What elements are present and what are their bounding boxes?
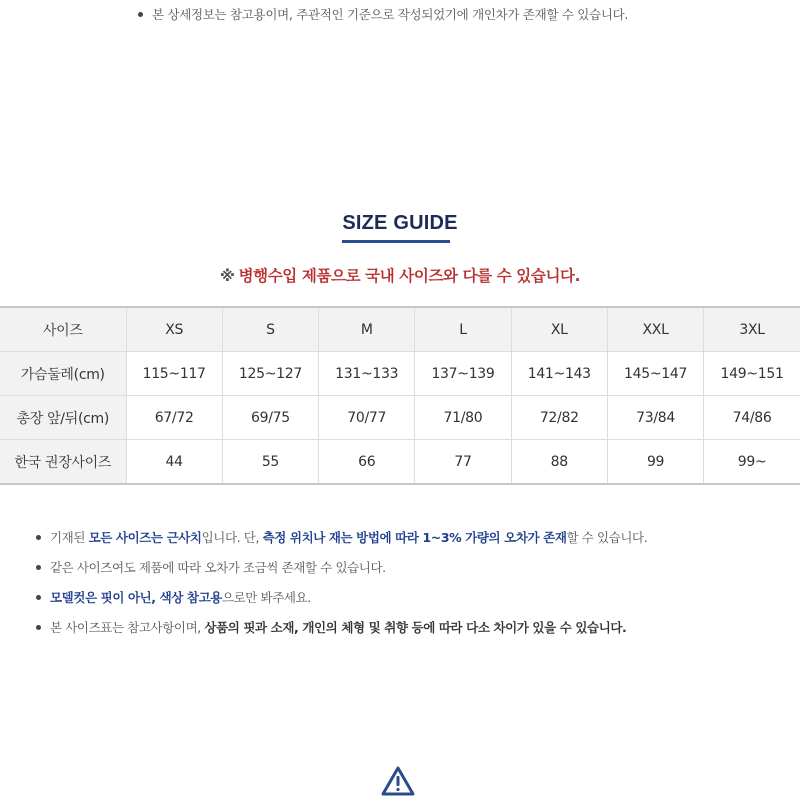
bullet-dot [36, 625, 41, 630]
table-cell: 77 [415, 440, 511, 485]
size-guide-title: SIZE GUIDE [342, 212, 458, 234]
table-cell: 145~147 [607, 352, 703, 396]
bullet-dot [36, 595, 41, 600]
title-underline [342, 240, 450, 243]
list-item [36, 620, 647, 650]
table-row-chest [0, 352, 800, 396]
note-highlight: 상품의 핏과 소재, 개인의 체형 및 취향 등에 따라 다소 차이가 있을 수 있습니다. [204, 620, 627, 635]
table-cell: 66 [319, 440, 415, 485]
table-cell: 72/82 [511, 396, 607, 440]
table-cell: 149~151 [704, 352, 800, 396]
note-segment: 같은 사이즈여도 제품에 따라 오차가 조금씩 존재할 수 있습니다. [50, 560, 386, 575]
table-cell: 71/80 [415, 396, 511, 440]
note-segment: 본 사이즈표는 참고사항이며, [50, 620, 205, 635]
size-header-cell: M [319, 307, 415, 352]
table-cell: 115~117 [126, 352, 222, 396]
size-header-cell: S [222, 307, 318, 352]
warning-triangle-icon [381, 766, 415, 796]
list-item [36, 560, 647, 590]
table-cell: 69/75 [222, 396, 318, 440]
size-notes-list [36, 530, 647, 650]
table-cell: 141~143 [511, 352, 607, 396]
list-item [36, 530, 647, 560]
bullet-dot [36, 565, 41, 570]
table-cell: 99 [607, 440, 703, 485]
table-cell: 55 [222, 440, 318, 485]
table-cell: 70/77 [319, 396, 415, 440]
table-row-length [0, 396, 800, 440]
size-header-cell: XXL [607, 307, 703, 352]
table-cell: 131~133 [319, 352, 415, 396]
top-disclaimer [138, 5, 628, 23]
size-header-cell: XL [511, 307, 607, 352]
row-label: 한국 권장사이즈 [0, 440, 126, 485]
table-row-korean-size [0, 440, 800, 485]
reference-mark: ※ [219, 267, 235, 285]
import-notice-text: 병행수입 제품으로 국내 사이즈와 다를 수 있습니다. [238, 267, 581, 285]
bullet-dot [36, 535, 41, 540]
row-label: 가슴둘레(cm) [0, 352, 126, 396]
table-cell: 74/86 [704, 396, 800, 440]
note-highlight: 모델컷은 핏이 아닌, 색상 참고용 [50, 590, 222, 605]
table-cell: 67/72 [126, 396, 222, 440]
size-header-cell: 3XL [704, 307, 800, 352]
bullet-dot [138, 12, 143, 17]
table-cell: 73/84 [607, 396, 703, 440]
note-segment: 할 수 있습니다. [566, 530, 648, 545]
note-segment: 기재된 [50, 530, 89, 545]
table-cell: 137~139 [415, 352, 511, 396]
import-notice [0, 264, 800, 286]
table-cell: 125~127 [222, 352, 318, 396]
size-header-cell: L [415, 307, 511, 352]
list-item [36, 590, 647, 620]
size-header-label: 사이즈 [0, 307, 126, 352]
note-segment: 입니다. 단, [201, 530, 263, 545]
table-cell: 99~ [704, 440, 800, 485]
size-header-cell: XS [126, 307, 222, 352]
size-header-row [0, 307, 800, 352]
top-disclaimer-text: 본 상세정보는 참고용이며, 주관적인 기준으로 작성되었기에 개인차가 존재할 수 있습니다. [152, 7, 629, 22]
note-highlight: 측정 위치나 재는 방법에 따라 1~3% 가량의 오차가 존재 [262, 530, 567, 545]
size-table [0, 306, 800, 485]
table-cell: 88 [511, 440, 607, 485]
table-cell: 44 [126, 440, 222, 485]
note-highlight: 모든 사이즈는 근사치 [88, 530, 202, 545]
note-segment: 으로만 봐주세요. [221, 590, 311, 605]
row-label: 총장 앞/뒤(cm) [0, 396, 126, 440]
